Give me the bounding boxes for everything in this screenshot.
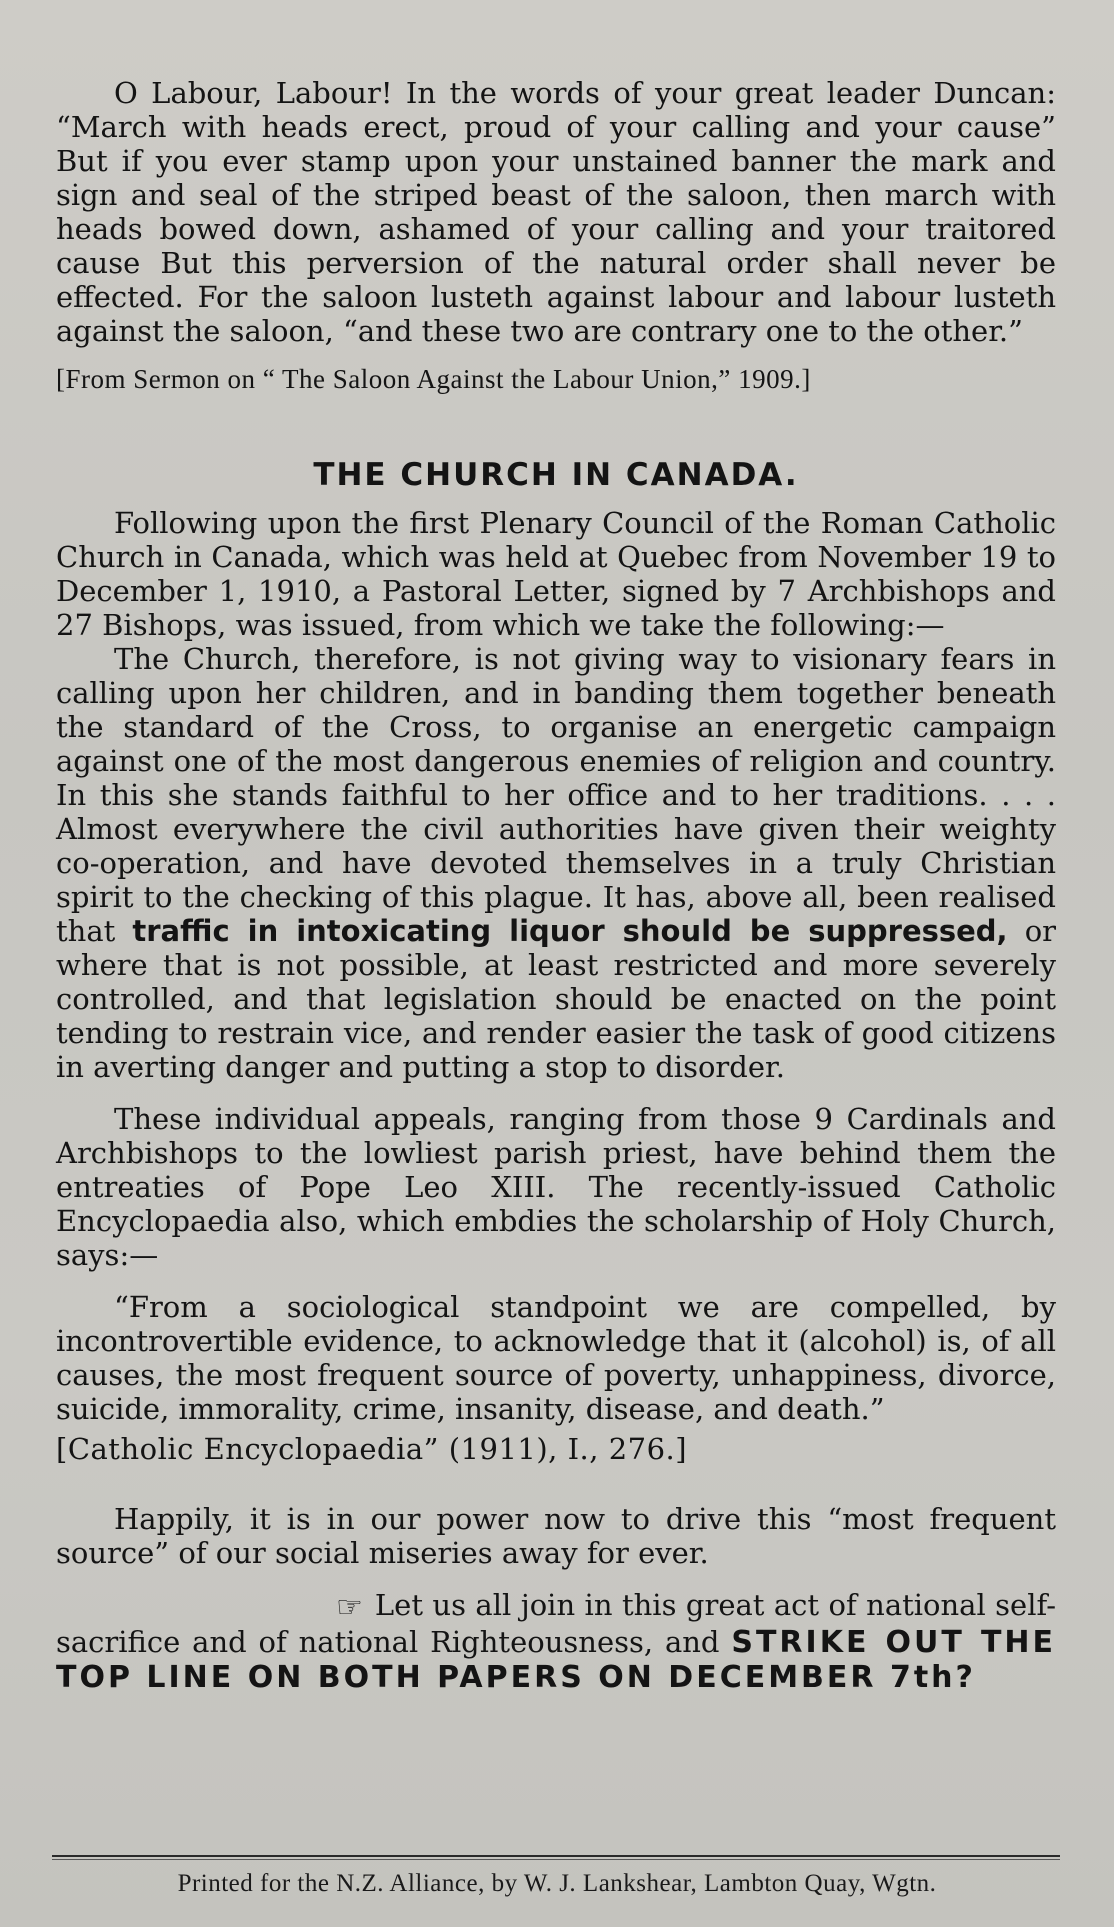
appeal-text: Let us all join in this great act of national self-sacrifice and of national Righteousness, and	[56, 1588, 1056, 1659]
council-paragraph: Following upon the first Plenary Council of the Roman Catholic Church in Canada, which was held at Quebec from November 19 to December 1, 1910, a Pastoral Letter, signed by 7 Archbishops and 27 Bishops, was issued, from which we take the following:—	[56, 506, 1056, 642]
encyclopaedia-quote: “From a sociological standpoint we are compelled, by incontrovertible evidence, to acknowledge that it (alcohol) is, of all causes, the most frequent source of poverty, unhappiness, divorce, suicide, immorality, crime, insanity, disease, and death.”	[56, 1290, 1056, 1426]
church-paragraph	[56, 642, 1056, 1084]
pointing-hand-icon: ☞	[336, 1590, 363, 1625]
text-column	[56, 76, 1056, 1695]
footer-rule-thin	[52, 1859, 1060, 1860]
appeals-paragraph: These individual appeals, ranging from those 9 Cardinals and Archbishops to the lowliest parish priest, have behind them the entreaties of Pope Leo XIII. The recently-issued Catholic Encyclopaedia also, which embdies the scholarship of Holy Church, says:—	[56, 1102, 1056, 1272]
happily-paragraph: Happily, it is in our power now to drive this “most frequent source” of our social miseries away for ever.	[56, 1502, 1056, 1570]
strike-out-call: STRIKE OUT THE TOP LINE ON BOTH PAPERS ON DECEMBER 7th?	[56, 1625, 1057, 1695]
intro-paragraph: O Labour, Labour! In the words of your great leader Duncan: “March with heads erect, proud of your calling and your cause” But if you ever stamp upon your unstained banner the mark and sign and seal of the striped beast of the saloon, then march with heads bowed down, ashamed of your calling and your traitored cause But this perversion of the natural order shall never be effected. For the saloon lusteth against labour and labour lusteth against the saloon, “and these two are contrary one to the other.”	[56, 76, 1056, 348]
church-paragraph-end: or where that is not possible, at least restricted and more severely controlled, and that legislation should be enacted on the point tending to restrain vice, and render easier the task of good citizens in averting danger and putting a stop to disorder.	[56, 914, 1057, 1084]
intro-attribution: [From Sermon on “ The Saloon Against the Labour Union,” 1909.]	[56, 364, 811, 394]
quote-citation: [Catholic Encyclopaedia” (1911), I., 276.]	[56, 1432, 688, 1466]
footer-imprint: Printed for the N.Z. Alliance, by W. J. Lankshear, Lambton Quay, Wgtn.	[177, 1870, 937, 1897]
emphasis-liquor-suppressed: traffic in intoxicating liquor should be suppressed,	[132, 914, 1008, 948]
appeal-paragraph	[56, 1588, 1056, 1695]
footer-rule	[52, 1855, 1060, 1857]
section-heading: THE CHURCH IN CANADA.	[313, 457, 799, 493]
church-paragraph-start: The Church, therefore, is not giving way to visionary fears in calling upon her children, and in banding them together beneath the standard of the Cross, to organise an energetic campaign against one of the most dangerous enemies of religion and country. In this she stands faithful to her office and to her traditions. . . . Almost everywhere the civil authorities have given their weighty co-operation, and have devoted themselves in a truly Christian spirit to the checking of this plague. It has, above all, been realised that	[56, 642, 1056, 948]
